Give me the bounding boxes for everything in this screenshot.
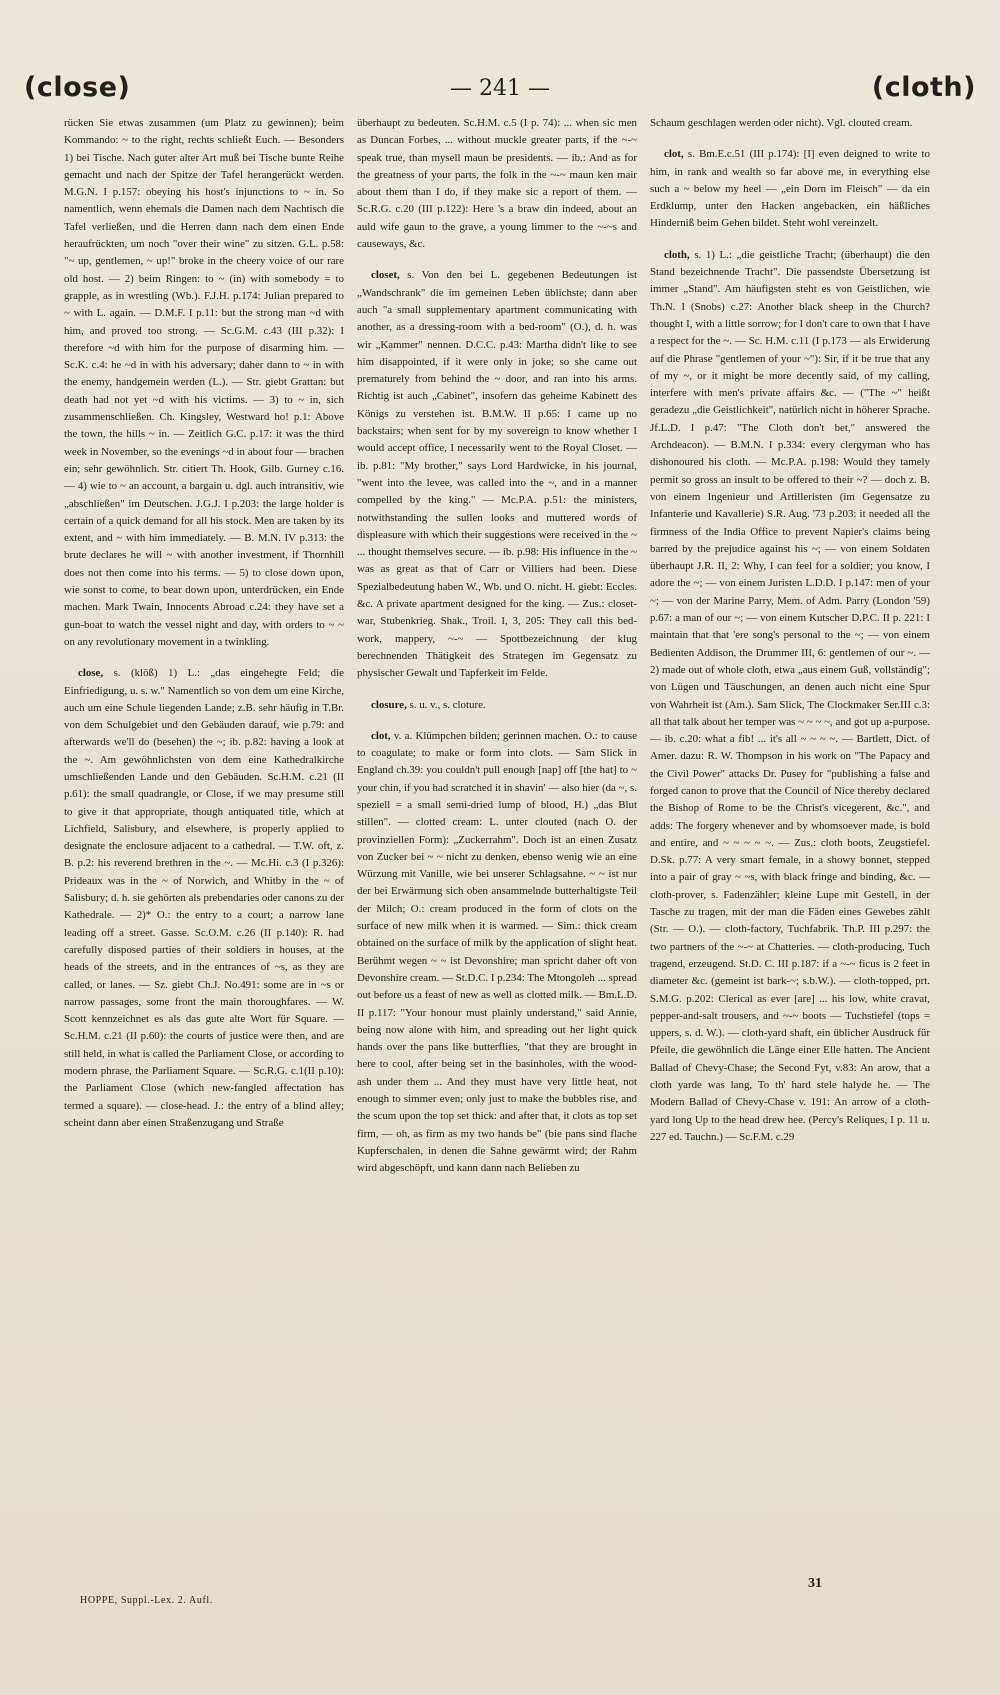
entry-text: s. Bm.E.c.51 (III p.174): [I] even deigned to write to him, in rank and wealth so far above me, in everything else such a ~ below my heel — „ein Dorn im Fleisch" — da ein Erdklump, unter den Hacken angebacken, ein häßliches Hinderniß beim Gehen bildet. Steht wohl vereinzelt. — [650, 148, 930, 230]
entry-text: überhaupt zu bedeuten. Sc.H.M. c.5 (I p. 74): ... when sic men as Duncan Forbes, ... without muckle greater parts, if the ~-~ speak true, than mysell maun be presidents. — ib.: And as for the greatness of your parts, the folk in the ~-~ maun ken mair about them than I do, if they make sic a report of them. — Sc.R.G. c.20 (III p.122): Here 's a braw din indeed, about an auld wife gaun to the grave, a young limmer to the ~-~s and causeways, &c. — [357, 117, 637, 251]
entry-text: s. (klōß) 1) L.: „das eingehegte Feld; die Einfriedigung, u. s. w." Namentlich so von dem um eine Kirche, auch um eine Schule liegenden Lande; z.B. sehr häufig in T.Br. von dem Schulgebiet und den Gebäuden darauf, wie p.79: and afterwards we'll do (besehen) the ~; ib. p.82: having a look at the ~. Am gewöhnlichsten von dem eine Kathedralkirche umschließenden Lande und den Gebäuden. Sc.H.M. c.21 (II p.61): the small quadrangle, or Close, if we may presume still to give it that appropriate, though antiquated title, which at Lichfield, Salisbury, and elsewhere, is properly applied to designate the enclosure adjacent to a cathedral. — T.W. oft, z. B. p.2: his reverend brethren in the ~. — Mc.Hi. c.3 (I p.326): Prideaux was in the ~ of Norwich, and Whitby in the ~ of Salisbury; d. h. sie gehörten als prebendaries oder canons zu der Kathedrale. — 2)* O.: the entry to a court; a narrow lane leading off a street. Gasse. Sc.O.M. c.26 (II p.140): R. had carefully disposed parties of their soldiers in houses, at the heads of the streets, and in the entrances of ~s, as they are called, or lanes. — Sz. giebt Ch.J. No.491: some are in ~s or narrow passages, some front the main thoroughfares. — W. Scott kennzeichnet es als das gute alte Wort für Square. — Sc.H.M. c.21 (II p.60): the courts of justice were then, and are still held, in what is called the Parliament Close, or according to modern phrase, the Parliament Square. — Sc.R.G. c.1(II p.10): the Parliament Close (which new-fangled affectation has termed a square). — close-head. J.: the entry of a blind alley; scheint dann aber einen Straßenzugang und Straße — [64, 667, 344, 1129]
entry-headword: clot, — [664, 148, 684, 161]
dictionary-entry — [64, 665, 344, 1132]
entry-headword: closet, — [371, 269, 400, 282]
footer-signature-number: 31 — [808, 1576, 822, 1591]
dictionary-entry — [650, 247, 930, 1146]
entry-headword: clot, — [371, 729, 391, 742]
entry-headword: cloth, — [664, 248, 690, 261]
text-columns — [64, 115, 930, 1590]
column-1 — [64, 115, 344, 1590]
dictionary-entry — [357, 267, 637, 682]
column-3 — [650, 115, 930, 1590]
entry-text: v. a. Klümpchen bilden; gerinnen machen. O.: to cause to coagulate; to make or form into clots. — Sam Slick in England ch.39: you couldn't pull enough [nap] off [the hat] to ~ your chin, if you had scratched it in shavin' — also hier (da ~, s. speziell = a small semi-dried lump of blood, H.) „das Blut stillen". — clotted cream: L. unter clouted (nach O. der provinziellen Form): „Zuckerrahm". Doch ist an einen Zusatz von Zucker bei ~ ~ nicht zu denken, ebenso wenig wie an eine Würzung mit Vanille, wie bei unserer Schlagsahne. ~ ~ ist nur der bei Erwärmung sich oben ansammelnde butterhaltigste Teil der Milch; O.: cream produced in the form of clots on the surface of new milk when it is warmed. — Sim.: thick cream obtained on the surface of milk by the application of slight heat. Berühmt wegen ~ ~ ist Devonshire; man spricht daher oft von Devonshire cream. — St.D.C. I p.234: The Mtongoleh ... spread out before us a feast of new as well as clotted milk. — Bm.L.D. II p.117: "Your honour must plainly understand," said Annie, being now alone with him, and spreading out her light quick hands over the pans like butterflies, "that they are brought in here to cool, after being set in the basinholes, with the wood-ash under them ... And they must have very little heat, not enough to simmer even; only just to make the bubbles rise, and the scum upon the top set thick: and after that, it clots as top set firm, — oh, as firm as my two hands be" (bie pans sind flache Kupferschalen, in denen die Sahne gewärmt wird; der Rahm wird abgeschöpft, und kann dann nach Belieben zu — [357, 729, 637, 1175]
header-left-guide-word: (close) — [24, 72, 131, 103]
dictionary-entry — [357, 697, 637, 714]
entry-text: s. Von den bei L. gegebenen Bedeutungen ist „Wandschrank" die im gemeinen Leben üblichste; dann aber auch "a small supplementary apartment communicating with another, as a dressing-room with a bed-room" (O.), d. h. was wir „Kammer" nennen. D.C.C. p.43: Martha didn't like to see him disappointed, if it were only in joke; so she came out prematurely from behind the ~ door, and ran into his arms. Richtig ist auch „Cabinet", insofern das geheime Kabinett des Königs zu verstehen ist. B.M.W. II p.65: I came up no backstairs; when sent for by my sovereign to know whether I would accept office, I necessarily went to the Royal Closet. — ib. p.81: "My brother," says Lord Hardwicke, in his journal, "went into the levee, was called into the ~, and in a manner compelled by the king." — Mc.P.A. p.51: the ministers, notwithstanding the sullen looks and muttered words of displeasure with which their suggestions were received in the ~ ... thought themselves secure. — ib. p.98: His influence in the ~ was as great as that of Carr or Villiers had been. Diese Spezialbedeutung haben W., Wb. und O. nicht. H. giebt: Eccles. &c. A private apartment designed for the king. — Zus.: closet-war, Stubenkrieg. Shak., Troil. I, 3, 205: They call this bed-work, mappery, ~-~ — Spottbezeichnung der klug berechnenden Thätigkeit des Strategen im Gegensatz zu physischer Gewalt und Tapferkeit im Felde. — [357, 269, 637, 680]
dictionary-entry — [650, 146, 930, 232]
column-2 — [357, 115, 637, 1590]
entry-headword: close, — [78, 667, 104, 680]
page-number: — 241 — — [450, 76, 550, 101]
header-right-guide-word: (cloth) — [871, 72, 976, 103]
entry-text: rücken Sie etwas zusammen (um Platz zu gewinnen); beim Kommando: ~ to the right, rechts schließt Euch. — Besonders 1) bei Tische. Nach guter alter Art muß bei Tische bunte Reihe gemacht und nach der Spitze der Tafel herangerückt werden. M.G.N. I p.157: obeying his host's injunctions to ~ in. So namentlich, wenn ehemals die Damen nach dem Nachtisch die Tafel verließen, und die Herren dann nach dem einen Ende heraufrückten, um noch "over their wine" zu sitzen. G.L. p.58: "~ up, gentlemen, ~ up!" broke in the cheery voice of our rare old host. — 2) beim Ringen: to ~ (in) with somebody = to grapple, as in wrestling (Wb.). F.J.H. p.174: Julian prepared to ~ with L. again. — D.M.F. I p.11: but the strong man ~d with him, and proved too strong. — Sc.G.M. c.43 (III p.32): I therefore ~d with him for the purpose of disarming him. —Sc.K. c.4: he ~d in with his adversary; daher dann to ~ in with the enemy, handgemein werden (L.). — Str. giebt Grattan: but death had not yet ~d with his victims. — 3) to ~ in, sich zusammenschließen. Ch. Kingsley, Westward ho! p.1: Above the town, the hills ~ in. — Zeitlich G.C. p.17: it was the third week in November, so the evenings ~d in about four — brachen ein; sehr gewöhnlich. Str. citiert Th. Hook, Gilb. Gurney c.16. — 4) wie to ~ an account, a bargain u. dgl. auch intransitiv, wie „abschließen" im Deutschen. J.G.J. I p.203: the large holder is certain of a quick demand for all his stock. Men are taken by its extent, and ~ with him immediately. — B. M.N. IV p.313: the brute declares he will ~ with another investment, if Thornhill does not then come into his terms. — 5) to close down upon, wie sonst to come, to bear down upon, unterdrücken, ein Ende machen. Mark Twain, Innocents Abroad c.24: they have set a gun-boat to watch the vessel night and day, with orders to ~ ~ on any revolutionary movement in a twinkling. — [64, 117, 344, 648]
page-header — [24, 72, 976, 112]
entry-continuation — [64, 115, 344, 651]
dictionary-entry — [357, 728, 637, 1178]
footer-imprint: HOPPE, Suppl.-Lex. 2. Aufl. — [80, 1595, 213, 1606]
entry-continuation — [357, 115, 637, 253]
entry-headword: closure, — [371, 698, 407, 711]
entry-text: Schaum geschlagen werden oder nicht). Vgl. clouted cream. — [650, 117, 913, 129]
entry-continuation — [650, 115, 930, 132]
entry-text: s. u. v., s. cloture. — [409, 698, 486, 711]
entry-text: s. 1) L.: „die geistliche Tracht; (überhaupt) die den Stand bezeichnende Tracht". Die passendste Übersetzung ist immer „Stand". Am häufigsten steht es von Geistlichen, wie Th.N. I (Snobs) c.27: Another black sheep in the Church? thought I, with a little sorrow; for I don't care to own that I have a respect for the ~. — Sc. H.M. c.11 (I p.173 — als Erwiderung auf die Phrase "gentlemen of your ~"): Sir, if it be true that any of my ~, or it might be more decently said, of my calling, interfere with men's private affairs &c. — ("The ~" heißt geradezu „die Geistlichkeit", natürlich nicht in höherer Sprache. Jf.L.D. I p.47: "The Cloth don't bet," answered the Archdeacon). — B.M.N. I p.334: every clergyman who has dishonoured his cloth. — Mc.P.A. p.198: Would they tamely permit so gross an insult to be offered to their ~? — doch z. B. von einem Ingenieur und Artilleristen (im Gegensatze zu Infanterie und Kavallerie) S.R. Aug. '73 p.203: it needed all the firmness of the India Office to prevent Napier's claims being barred by the prejudice against his ~; — von einem Soldaten überhaupt J.R. II, 2: Why, I can feel for a soldier; you know, I adore the ~; — von einem Juristen L.D.D. I p.147: men of your ~; — von der Marine Parry, Mem. of Adm. Parry (London '59) p.67: a man of our ~; — von einem Kutscher D.P.C. II p. 221: I maintain that that 'ere song's personal to the ~; — von einem Bedienten Addison, the Drummer III, 6: gentlemen of our ~. — 2) made out of whole cloth, etwa „aus einem Guß, vollständig"; von Lügen und Täuschungen, an denen auch nicht eine Spur von Wahrheit ist (Am.). Sam Slick, The Clockmaker Ser.III c.3: all that talk about her temper was ~ ~ ~ ~, and got up a-purpose. — ib. c.20: what a fib! ... it's all ~ ~ ~ ~. — Bartlett, Dict. of Amer. dazu: R. W. Thompson in his work on "The Papacy and the Civil Power" attacks Dr. Pusey for "publishing a false and forged canon to prove that the Council of Nice thereby declared the Bishop of Rome to be the Christ's vicegerent, &c.", and adds: The forgery whenever and by whomsoever made, is bold and entire, and ~ ~ ~ ~ ~. — Zus.: cloth boots, Zeugstiefel. D.Sk. p.77: A very smart female, in a showy bonnet, stepped into a pair of gray ~ ~s, with black fringe and binding, &c. — cloth-prover, s. Fadenzähler; kleine Lupe mit Gestell, in der Tasche zu tragen, mit der man die Fäden eines Gewebes zählt (Str. — O.). — cloth-factory, Tuchfabrik. Th.P. III p.297: the two partners of the ~-~ at Chatteries. — cloth-producing, Tuch tragend, erzeugend. St.D. C. III p.187: if a ~-~ ficus is 2 feet in diameter &c. (gemeint ist bark-~; s.b.W.). — cloth-topped, prt. S.M.G. p.202: Clerical as ever [are] ... his low, white cravat, pepper-and-salt trousers, and ~-~ boots — Tuchstiefel (tops = uppers, s. d. W.). — cloth-yard shaft, ein üblicher Ausdruck für Pfeile, die gewöhnlich die Länge einer Elle hatten. The Ancient Ballad of Chevy-Chase; the Second Fyt, v.83: An arow, that a cloth yarde was lang, To th' hard stele halyde he. — The Modern Ballad of Chevy-Chase v. 191: An arrow of a cloth-yard long Up to the head drew hee. (Percy's Reliques, I p. 11 u. 227 ed. Tauchn.) — Sc.F.M. c.29 — [650, 248, 930, 1143]
